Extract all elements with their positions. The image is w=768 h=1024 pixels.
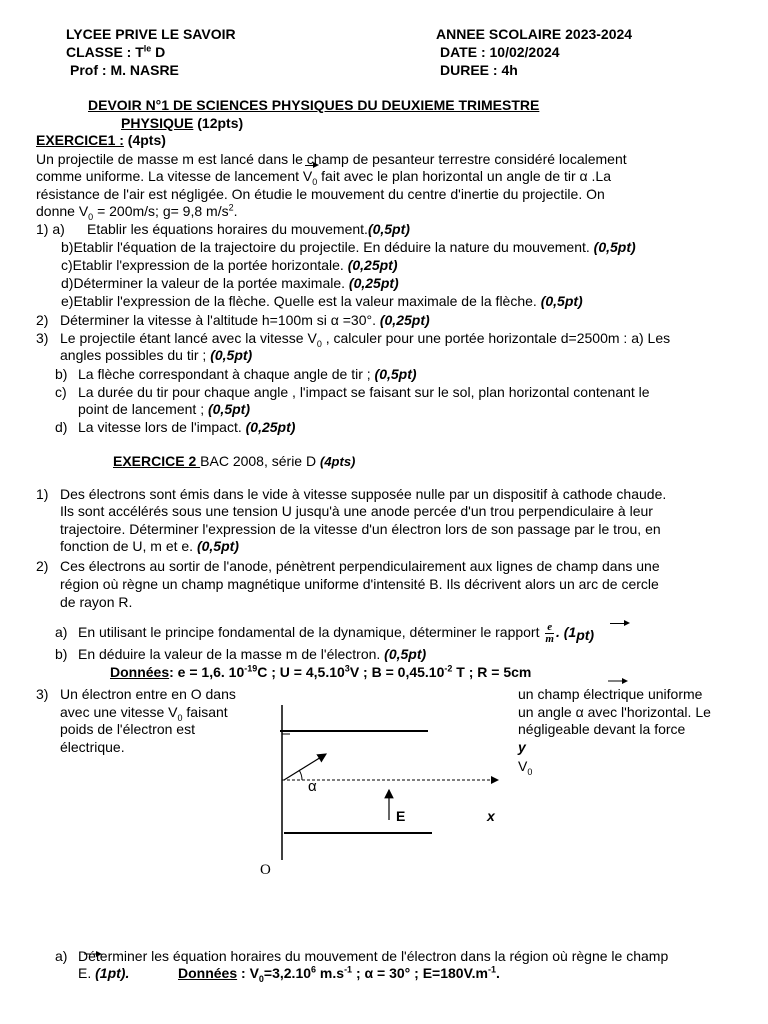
alpha-arc xyxy=(299,770,302,780)
ex1-q3d: La vitesse lors de l'impact. (0,25pt) xyxy=(78,419,296,435)
teacher-name: Prof : M. NASRE xyxy=(70,62,179,78)
ex1-q3c-line1: La durée du tir pour chaque angle , l'impact se faisant sur le sol, plan horizontal contenant le xyxy=(78,384,650,400)
exam-duration: DUREE : 4h xyxy=(440,62,518,78)
ex2-q3-number: 3) xyxy=(36,686,49,702)
ex1-q2: Déterminer la vitesse à l'altitude h=100m si α =30°. (0,25pt) xyxy=(60,312,430,328)
ex1-q1a: Etablir les équations horaires du mouvement.(0,5pt) xyxy=(87,221,410,237)
v0-vector: $V_0$ xyxy=(302,168,318,187)
ex1-q1d: d)Déterminer la valeur de la portée maximale. (0,25pt) xyxy=(61,275,399,291)
ex1-q3-line2: angles possibles du tir ; (0,5pt) xyxy=(60,347,253,363)
figure-e-label: E xyxy=(396,808,406,824)
ex1-intro-line1: Un projectile de masse m est lancé dans le champ de pesanteur terrestre considéré localement xyxy=(36,151,627,167)
ex2-q2b-number: b) xyxy=(55,646,68,662)
ex2-donnees-1: Données: e = 1,6. $10^{-19}C$ ; $U = 4,5.10^3V$ ; $B = 0,45.10^{-2}$ T ; R = 5cm xyxy=(110,663,532,680)
ex2-q2a: En utilisant le principe fondamental de la dynamique, déterminer le rapport $\frac{e}{m}$ . (1pt) xyxy=(78,620,595,645)
school-year: ANNEE SCOLAIRE 2023-2024 xyxy=(436,26,633,42)
ex2-heading: EXERCICE 2 BAC 2008, série D (4pts) xyxy=(113,453,356,469)
ex1-q1a-number: 1) a) xyxy=(36,221,65,237)
class-label: CLASSE : $T^{le}$ D xyxy=(66,43,166,60)
ex1-heading: EXERCICE1 : (4pts) xyxy=(36,132,166,148)
e-over-m-fraction: $\frac{e}{m}$ xyxy=(545,620,554,645)
ex1-intro-line3: résistance de l'air est négligée. On étudie le mouvement du centre d'inertie du projectile. On xyxy=(36,186,605,202)
ex2-q2a-number: a) xyxy=(55,624,68,640)
ex2-q2-number: 2) xyxy=(36,558,49,574)
ex2-q1-line4: fonction de U, m et e. (0,5pt) xyxy=(60,538,239,554)
ex2-q3-right1: un champ électrique uniforme xyxy=(518,686,703,702)
ex1-q1b: b)Etablir l'équation de la trajectoire du projectile. En déduire la nature du mouvement. (0,5pt) xyxy=(61,239,636,255)
figure-y-label: y xyxy=(518,739,526,755)
figure-v0-label: $V_0$ xyxy=(518,758,533,777)
v0-arrow xyxy=(284,754,326,780)
section-physique: PHYSIQUE (12pts) xyxy=(121,115,244,131)
ex2-q3a-line2: E. (1pt). xyxy=(78,965,130,981)
ex2-q3-left2: avec une vitesse $V_0$ faisant xyxy=(60,704,228,723)
ex2-q2-line1: Ces électrons au sortir de l'anode, pénètrent perpendiculairement aux lignes de champ dans une xyxy=(60,558,660,574)
ex2-q3-right2: un angle α avec l'horizontal. Le xyxy=(518,704,711,720)
ex2-q1-line3: trajectoire. Déterminer l'expression de la vitesse d'un électron lors de son passage par le trou, en xyxy=(60,521,661,537)
ex2-donnees-2: Données : $V_0=3,2.10^6$ $m.s^{-1}$ ; α = 30° ; $E=180V.m^{-1}$. xyxy=(178,964,500,984)
ex1-q3b-number: b) xyxy=(55,366,68,382)
ex2-q3a-line1: Déterminer les équation horaires du mouvement de l'électron dans la région où règne le champ xyxy=(78,948,669,964)
figure-origin-label: O xyxy=(260,862,271,878)
figure-alpha-label: α xyxy=(308,778,317,795)
ex2-q1-number: 1) xyxy=(36,486,49,502)
ex1-q2-number: 2) xyxy=(36,312,49,328)
ex1-q3c-line2: point de lancement ; (0,5pt) xyxy=(78,401,250,417)
figure-x-label: x xyxy=(487,808,495,824)
ex2-q2-line2: région où règne un champ magnétique uniforme d'intensité B. Ils décrivent alors un arc de cercle xyxy=(60,576,659,592)
ex2-q3-right3: négligeable devant la force xyxy=(518,721,686,737)
ex2-q3-left3: poids de l'électron est xyxy=(60,721,195,737)
ex1-q3-number: 3) xyxy=(36,330,49,346)
ex2-q1-line2: Ils sont accélérés sous une tension U jusqu'à une anode percée d'un trou perpendiculaire à leur xyxy=(60,503,653,519)
school-name: LYCEE PRIVE LE SAVOIR xyxy=(66,26,236,42)
ex2-q1-line1: Des électrons sont émis dans le vide à vitesse supposée nulle par un dispositif à cathode chaude. xyxy=(60,486,667,502)
ex1-q1e: e)Etablir l'expression de la flèche. Quelle est la valeur maximale de la flèche. (0,5pt) xyxy=(61,293,583,309)
ex1-q3-line1: Le projectile étant lancé avec la vitesse $V_0$ , calculer pour une portée horizontale d=2500m : a) Les xyxy=(60,330,671,349)
ex1-q1c: c)Etablir l'expression de la portée horizontale. (0,25pt) xyxy=(61,257,398,273)
exam-date: DATE : 10/02/2024 xyxy=(440,44,560,60)
ex2-q3-left1: Un électron entre en O dans xyxy=(60,686,236,702)
ex1-intro-line4: donne $V_0 = 200m/s$; g= 9,8 $m/s^2$. xyxy=(36,202,238,222)
exam-title: DEVOIR N°1 DE SCIENCES PHYSIQUES DU DEUXIEME TRIMESTRE xyxy=(88,97,540,113)
ex1-q3c-number: c) xyxy=(55,384,67,400)
ex2-q2-line3: de rayon R. xyxy=(60,594,133,610)
ex1-q3b: La flèche correspondant à chaque angle de tir ; (0,5pt) xyxy=(78,366,417,382)
e-vector-mark-head xyxy=(622,678,628,684)
ex2-q3a-number: a) xyxy=(55,948,68,964)
ex1-intro-line2: comme uniforme. La vitesse de lancement $V_0$ fait avec le plan horizontal un angle de tir α .La xyxy=(36,168,611,187)
ex2-q2b: En déduire la valeur de la masse m de l'électron. (0,5pt) xyxy=(78,646,427,662)
ex1-q3d-number: d) xyxy=(55,419,68,435)
ex2-q3-left4: électrique. xyxy=(60,739,125,755)
